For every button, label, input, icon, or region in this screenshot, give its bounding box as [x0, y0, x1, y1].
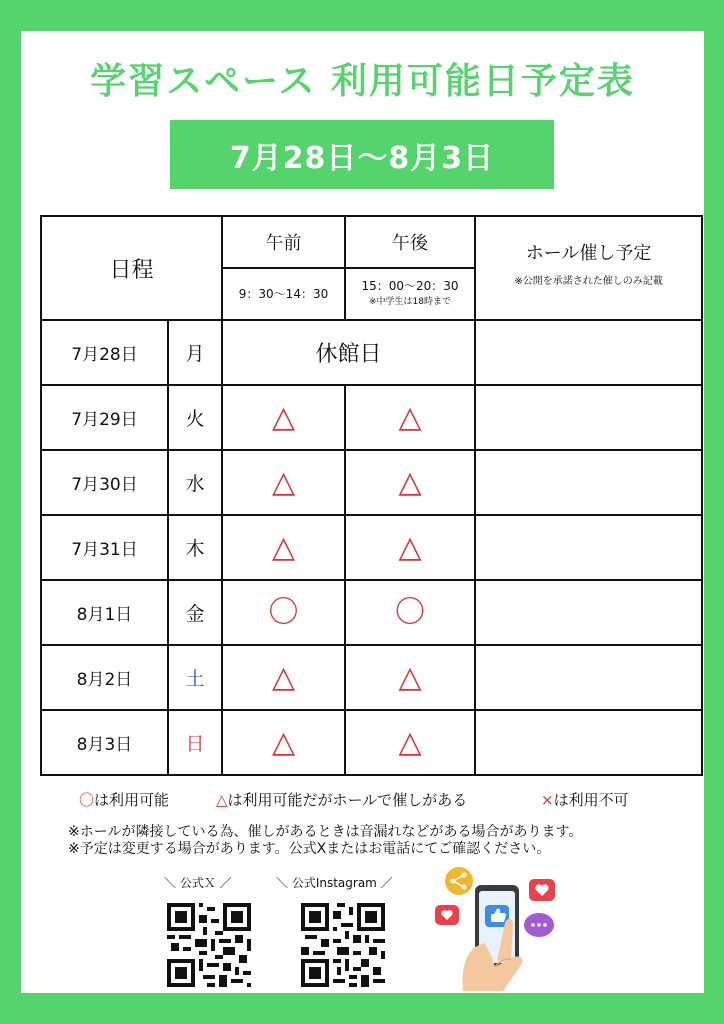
qr-instagram-label: ＼ 公式Instagram ／: [276, 876, 393, 890]
legend-unavailable: [541, 789, 629, 810]
closed-day-label: 休館日: [222, 320, 475, 385]
row-hall-event: [475, 450, 702, 515]
morning-availability: △: [222, 515, 345, 580]
row-date: 7月31日: [41, 515, 168, 580]
period-banner: 7月28日～8月3日: [170, 120, 554, 189]
note-sound-leak: ※ホールが隣接している為、催しがあるときは音漏れなどがある場合があります。: [68, 824, 583, 840]
legend-cross-symbol: ×: [541, 791, 554, 809]
table-row: [41, 385, 702, 450]
afternoon-availability: △: [345, 450, 475, 515]
row-date: 7月29日: [41, 385, 168, 450]
afternoon-availability: △: [345, 385, 475, 450]
row-date: 7月28日: [41, 320, 168, 385]
row-weekday: 火: [168, 385, 222, 450]
row-hall-event: [475, 580, 702, 645]
row-hall-event: [475, 645, 702, 710]
header-afternoon: 午後: [345, 216, 475, 268]
morning-availability: △: [222, 450, 345, 515]
afternoon-availability: △: [345, 515, 475, 580]
row-date: 8月2日: [41, 645, 168, 710]
note-schedule-change: ※予定は変更する場合があります。公式Xまたはお電話にてご確認ください。: [68, 841, 551, 857]
header-schedule: 日程: [41, 216, 222, 320]
afternoon-hours-label: 15：00～20：30: [361, 279, 459, 293]
schedule-table: [40, 215, 703, 776]
afternoon-availability: △: [345, 645, 475, 710]
header-hall-note: ※公開を承諾された催しのみ記載: [514, 276, 663, 287]
morning-availability: △: [222, 645, 345, 710]
morning-availability: △: [222, 710, 345, 775]
legend-event: [216, 789, 467, 810]
row-hall-event: [475, 710, 702, 775]
chat-bubble-icon: [524, 913, 554, 937]
header-morning: 午前: [222, 216, 345, 268]
legend-triangle-symbol: △: [216, 791, 228, 809]
morning-hours: 9：30～14：30: [222, 268, 345, 320]
row-weekday-saturday: 土: [168, 645, 222, 710]
row-weekday-sunday: 日: [168, 710, 222, 775]
legend-circle-symbol: 〇: [79, 791, 95, 809]
header-hall-events: [475, 216, 702, 320]
table-row: [41, 515, 702, 580]
share-icon: [445, 867, 473, 895]
afternoon-hours-note: ※中学生は18時まで: [369, 297, 452, 307]
notes: [68, 824, 582, 858]
qr-code-instagram[interactable]: [301, 903, 385, 987]
table-row: [41, 645, 702, 710]
row-weekday: 月: [168, 320, 222, 385]
row-hall-event: [475, 320, 702, 385]
row-weekday: 金: [168, 580, 222, 645]
smartphone-sns-illustration: [433, 863, 583, 991]
legend-cross-text: は利用不可: [553, 791, 629, 809]
legend-triangle-text: は利用可能だがホールで催しがある: [227, 791, 468, 809]
flyer-page: [21, 31, 704, 993]
table-row: [41, 580, 702, 645]
heart-bubble-icon: [529, 879, 555, 901]
table-row: [41, 320, 702, 385]
row-weekday: 水: [168, 450, 222, 515]
afternoon-availability: △: [345, 710, 475, 775]
row-date: 8月1日: [41, 580, 168, 645]
row-weekday: 木: [168, 515, 222, 580]
afternoon-availability: 〇: [345, 580, 475, 645]
morning-availability: 〇: [222, 580, 345, 645]
heart-bubble-icon: [435, 905, 459, 925]
afternoon-hours: [345, 268, 475, 320]
qr-x-label: ＼ 公式Ｘ ／: [164, 876, 232, 890]
row-hall-event: [475, 385, 702, 450]
row-date: 7月30日: [41, 450, 168, 515]
qr-code-icon: [301, 903, 385, 987]
qr-code-x[interactable]: [167, 903, 251, 987]
table-row: [41, 450, 702, 515]
table-row: [41, 710, 702, 775]
header-hall-label: ホール催し予定: [525, 243, 652, 264]
row-hall-event: [475, 515, 702, 580]
row-date: 8月3日: [41, 710, 168, 775]
qr-code-icon: [167, 903, 251, 987]
legend-available: [79, 789, 169, 810]
page-title: 学習スペース 利用可能日予定表: [90, 61, 635, 102]
legend-circle-text: は利用可能: [94, 791, 170, 809]
morning-availability: △: [222, 385, 345, 450]
